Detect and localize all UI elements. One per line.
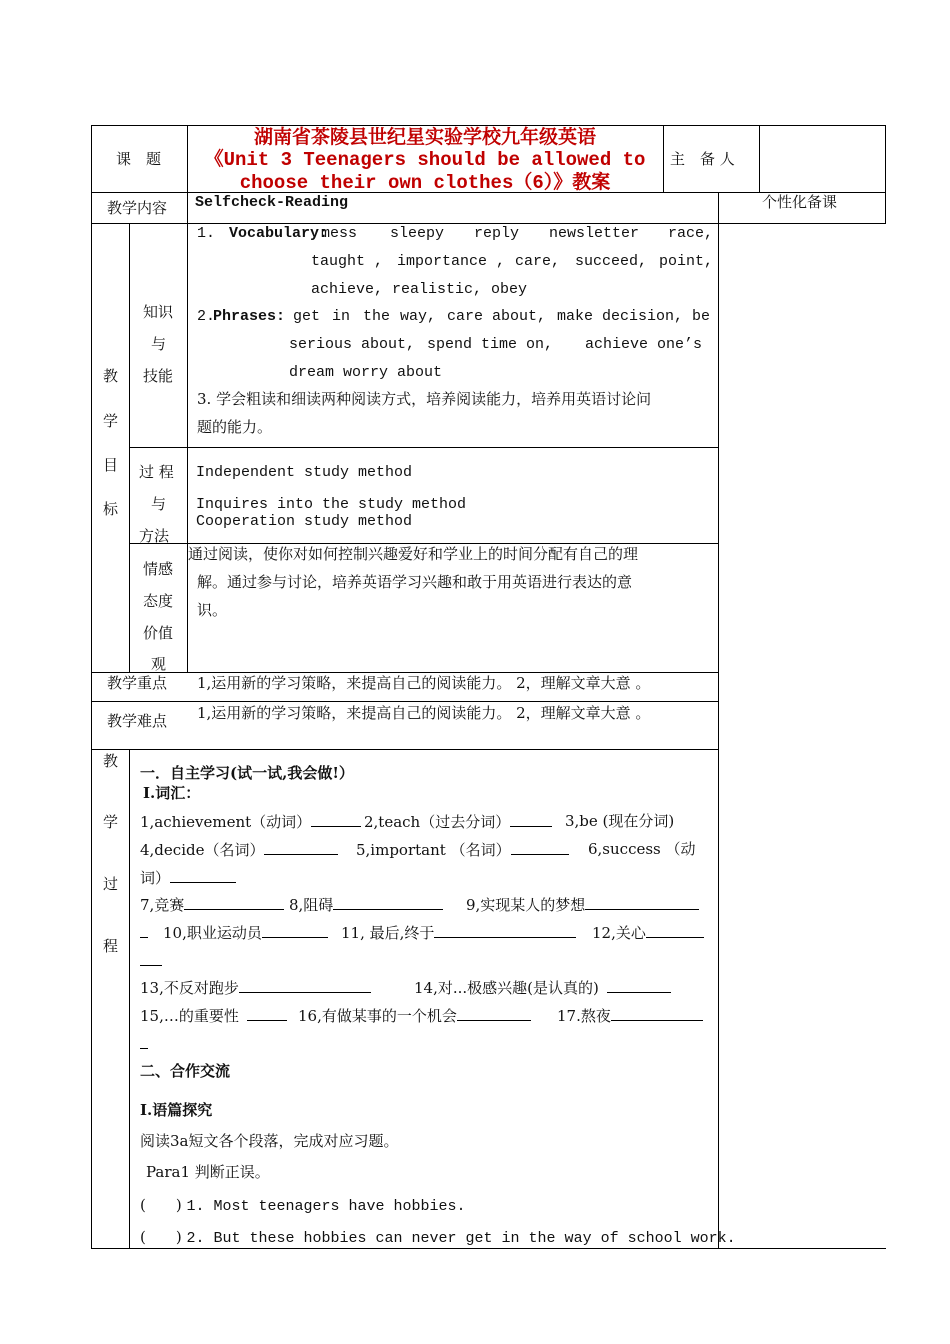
- phrase-word: get: [293, 308, 321, 325]
- answer-blank[interactable]: [333, 895, 443, 910]
- answer-blank-tail: [140, 923, 148, 942]
- section2-title: 二、合作交流: [140, 1062, 231, 1080]
- emotion-line3: 识。: [197, 601, 228, 619]
- vocab-exercise-6-text: 6,success （动: [588, 840, 696, 858]
- vocab-exercise-5-text: 5,important （名词）: [356, 841, 511, 859]
- label-goals-4: 标: [103, 500, 119, 518]
- border-bottom: [91, 1248, 886, 1249]
- answer-blank[interactable]: [611, 1006, 703, 1021]
- vocab-exercise-15-text: 15,…的重要性: [140, 1007, 239, 1025]
- vocab-exercise-14-text: 14,对...极感兴趣(是认真的): [414, 979, 599, 997]
- key-point-value: 1,运用新的学习策略，来提高自己的阅读能力。 2，理解文章大意 。: [197, 674, 651, 692]
- label-preparer: 主 备 人: [670, 150, 735, 168]
- answer-blank[interactable]: [170, 868, 236, 883]
- label-knowledge-1: 知识: [143, 303, 174, 321]
- col-biglabel-divider: [129, 223, 130, 673]
- vocab-exercise-15: [140, 1006, 287, 1025]
- phrase-heading: Phrases:: [213, 308, 286, 325]
- answer-blank[interactable]: [140, 951, 162, 966]
- answer-blank[interactable]: [262, 923, 328, 938]
- vocab-exercise-6: [588, 840, 696, 858]
- col-biglabel-divider-process: [129, 749, 130, 1249]
- phrase-word: be: [692, 308, 711, 325]
- vocab-exercise-4-text: 4,decide（名词）: [140, 841, 265, 859]
- tf-answer-bracket[interactable]: ( ): [140, 1196, 182, 1214]
- section1-subtitle: Ⅰ.词汇：: [143, 784, 201, 802]
- vocab-word: reply: [474, 225, 520, 242]
- vocab-exercise-17: [557, 1006, 703, 1025]
- label-process-section-2: 学: [103, 813, 119, 831]
- vocab-word: care,: [515, 253, 561, 270]
- phrase-number: 2.: [197, 308, 216, 325]
- vocab-exercise-16: [298, 1006, 531, 1025]
- vocab-exercise-7-text: 7,竞赛: [140, 896, 185, 914]
- rule-goals-bottom: [91, 672, 718, 673]
- doc-title-line2: 《Unit 3 Teenagers should be allowed to: [204, 149, 646, 171]
- vocab-line3: achieve, realistic, obey: [311, 281, 528, 298]
- method-line2: Inquires into the study method: [196, 496, 467, 513]
- emotion-line1: 通过阅读，使你对如何控制兴趣爱好和学业上的时间分配有自己的理: [188, 545, 639, 563]
- label-goals-2: 学: [103, 412, 119, 430]
- label-emotion-1: 情感: [143, 560, 174, 578]
- section2-subtitle: I.语篇探究: [140, 1101, 213, 1119]
- vocab-word: mess: [321, 225, 358, 242]
- doc-title-line1: 湖南省茶陵县世纪星实验学校九年级英语: [253, 126, 596, 148]
- section1-title: 一．自主学习(试一试,我会做!）: [140, 764, 354, 782]
- answer-blank[interactable]: [511, 840, 569, 855]
- label-process-2: 与: [151, 495, 167, 513]
- vocab-exercise-1: [140, 812, 361, 831]
- teaching-content-value: Selfcheck-Reading: [195, 194, 349, 211]
- vocab-exercise-14: [414, 978, 671, 997]
- phrase-word: achieve one’s: [585, 336, 703, 353]
- vocab-word: race,: [668, 225, 714, 242]
- vocab-exercise-9: [466, 895, 699, 914]
- vocab-exercise-2-text: 2,teach（过去分词）: [364, 813, 511, 831]
- difficult-point-value: 1,运用新的学习策略，来提高自己的阅读能力。 2，理解文章大意 。: [197, 704, 651, 722]
- answer-blank[interactable]: [585, 895, 699, 910]
- doc-title-line3: choose their own clothes（6）》教案: [239, 172, 611, 194]
- vocab-number: 1.: [197, 225, 216, 242]
- vocab-heading: Vocabulary:: [229, 225, 329, 242]
- vocab-exercise-10: [163, 923, 328, 942]
- answer-blank[interactable]: [247, 1006, 287, 1021]
- phrase-word: way,: [400, 308, 437, 325]
- rule-difficult-bottom: [91, 749, 718, 750]
- border-left: [91, 125, 92, 1249]
- col-side-divider-top: [718, 192, 719, 224]
- vocab-exercise-11-text: 11, 最后,终于: [341, 924, 435, 942]
- answer-blank[interactable]: [311, 812, 361, 827]
- vocab-exercise-12-text: 12,关心: [592, 924, 646, 942]
- answer-blank-tail: [140, 951, 162, 970]
- vocab-exercise-2: [364, 812, 552, 831]
- answer-blank[interactable]: [607, 978, 671, 993]
- label-process-section-1: 教: [103, 752, 119, 770]
- col-side-divider: [718, 223, 719, 1249]
- answer-blank[interactable]: [510, 812, 552, 827]
- method-line3: Cooperation study method: [196, 513, 413, 530]
- col-label-divider: [187, 125, 188, 224]
- vocab-exercise-4: [140, 840, 338, 859]
- label-knowledge-3: 技能: [143, 367, 174, 385]
- vocab-exercise-6-cont-text: 词）: [140, 869, 171, 887]
- answer-blank[interactable]: [457, 1006, 531, 1021]
- vocab-exercise-9-text: 9,实现某人的梦想: [466, 896, 586, 914]
- para1-instruction: Para1 判断正误。: [146, 1163, 270, 1181]
- vocab-exercise-17-text: 17.熬夜: [557, 1007, 611, 1025]
- col-title-right: [663, 125, 664, 193]
- label-process-section-3: 过: [103, 875, 119, 893]
- vocab-exercise-8: [289, 895, 443, 914]
- label-process-1: 过 程: [139, 463, 174, 481]
- col-sublabel-divider: [187, 223, 188, 673]
- vocab-word: newsletter: [549, 225, 640, 242]
- vocab-exercise-8-text: 8,阻碍: [289, 896, 334, 914]
- answer-blank[interactable]: [140, 1034, 148, 1049]
- border-right: [885, 125, 886, 224]
- vocab-exercise-11: [341, 923, 576, 942]
- vocab-exercise-1-text: 1,achievement（动词）: [140, 813, 312, 831]
- vocab-exercise-7: [140, 895, 284, 914]
- phrase-word: serious about,: [289, 336, 416, 353]
- phrase-word: the: [363, 308, 391, 325]
- answer-blank-tail: [140, 1034, 148, 1053]
- answer-blank[interactable]: [184, 895, 284, 910]
- label-emotion-4: 观: [151, 655, 167, 673]
- rule-content-bottom: [91, 223, 886, 224]
- tf-question-2-text: 2. But these hobbies can never get in the way of school work.: [186, 1230, 736, 1247]
- answer-blank[interactable]: [646, 923, 704, 938]
- vocab-exercise-13-text: 13,不反对跑步: [140, 979, 239, 997]
- emotion-line2: 解。通过参与讨论，培养英语学习兴趣和敢于用英语进行表达的意: [197, 573, 633, 591]
- answer-blank[interactable]: [264, 840, 338, 855]
- phrase-word: care about,: [447, 308, 547, 325]
- phrase-word: make decision,: [557, 308, 684, 325]
- vocab-exercise-3-text: 3,be (现在分词): [565, 812, 675, 830]
- vocab-exercise-12: [592, 923, 704, 942]
- vocab-word: taught ,: [311, 253, 384, 270]
- vocab-exercise-6-cont: [140, 868, 236, 887]
- label-goals-1: 教: [103, 367, 119, 385]
- vocab-word: succeed,: [575, 253, 648, 270]
- label-topic: 课 题: [116, 150, 162, 168]
- vocab-word: sleepy: [390, 225, 445, 242]
- rule-keypoint-bottom: [91, 701, 718, 702]
- col-preparer-right: [759, 125, 760, 193]
- vocab-exercise-10-text: 10,职业运动员: [163, 924, 262, 942]
- method-line1: Independent study method: [196, 464, 413, 481]
- label-process-section-4: 程: [103, 937, 119, 955]
- label-key-point: 教学重点: [107, 674, 168, 692]
- label-teaching-content: 教学内容: [107, 199, 168, 217]
- label-personal-notes: 个性化备课: [762, 193, 838, 211]
- section2-intro: 阅读3a短文各个段落，完成对应习题。: [140, 1132, 399, 1150]
- phrase-word: spend time on,: [427, 336, 554, 353]
- answer-blank[interactable]: [434, 923, 576, 938]
- tf-question-1-text: 1. Most teenagers have hobbies.: [186, 1198, 466, 1215]
- phrase-word: in: [332, 308, 351, 325]
- label-difficult-point: 教学难点: [107, 712, 168, 730]
- label-knowledge-2: 与: [151, 335, 167, 353]
- answer-blank[interactable]: [140, 923, 148, 938]
- label-emotion-3: 价值: [143, 624, 174, 642]
- phrase-line3: dream worry about: [289, 364, 443, 381]
- tf-question-2: [140, 1228, 736, 1248]
- tf-question-1: [140, 1196, 466, 1216]
- answer-blank[interactable]: [239, 978, 371, 993]
- label-goals-3: 目: [103, 456, 119, 474]
- vocab-word: point,: [659, 253, 714, 270]
- tf-answer-bracket[interactable]: ( ): [140, 1228, 182, 1246]
- vocab-exercise-16-text: 16,有做某事的一个机会: [298, 1007, 457, 1025]
- rule-knowledge-bottom: [129, 447, 718, 448]
- vocab-exercise-5: [356, 840, 569, 859]
- vocab-exercise-3: [565, 812, 674, 830]
- rule-process-bottom: [129, 543, 718, 544]
- skill-item3-line1: 3. 学会粗读和细读两种阅读方式，培养阅读能力，培养用英语讨论问: [197, 390, 652, 408]
- skill-item3-line2: 题的能力。: [197, 418, 273, 436]
- label-process-3: 方法: [139, 527, 170, 545]
- label-emotion-2: 态度: [143, 592, 174, 610]
- vocab-word: importance ,: [397, 253, 506, 270]
- vocab-exercise-13: [140, 978, 371, 997]
